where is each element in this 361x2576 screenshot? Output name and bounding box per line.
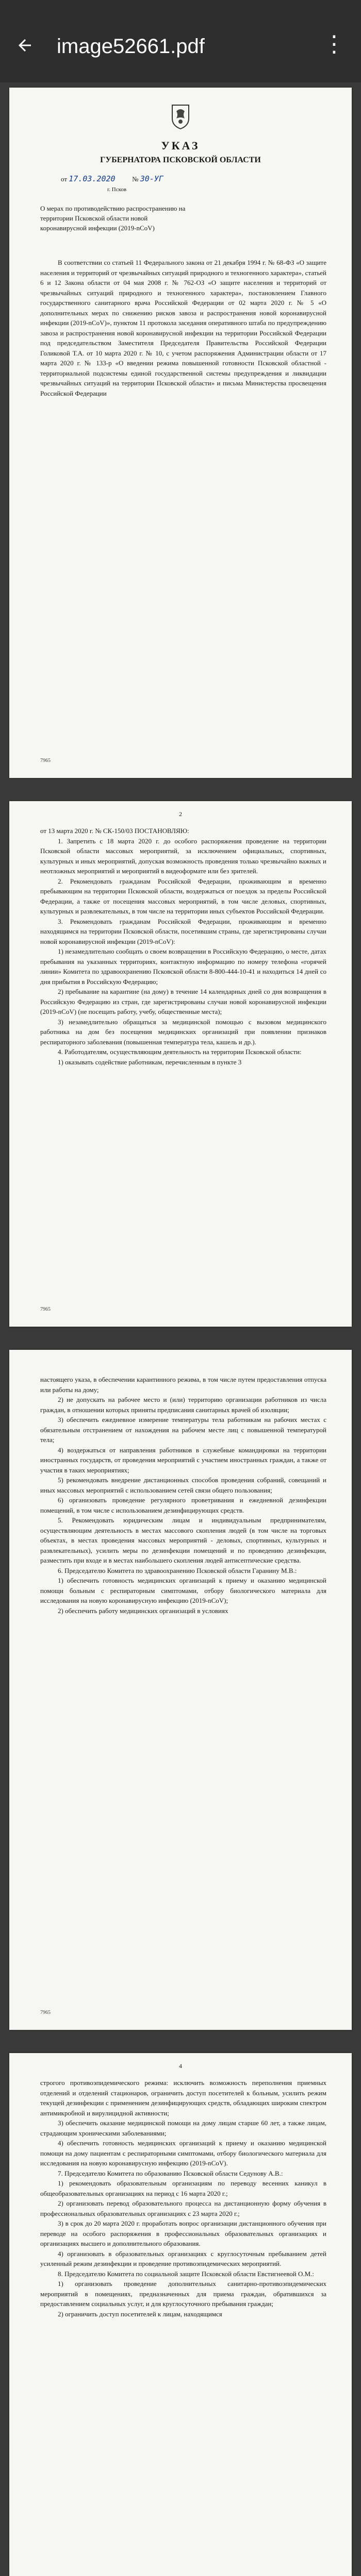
handwritten-number: 30-УГ — [140, 174, 163, 183]
paragraph: 3) обеспечить ежедневное измерение температуры тела работникам на рабочих местах с обязательным отстранением от нахождения на рабочем месте лиц с повышенной температурой тела; — [40, 1416, 326, 1444]
paragraph: 2) организовать перевод образовательного процесса на дистанционную форму обучения в профессиональных образовательных организациях с 23 марта 2020 г.; — [40, 2199, 326, 2217]
document-page-1 — [9, 88, 352, 778]
paragraph: 3. Рекомендовать гражданам Российской Федерации, проживающим и временно находящимся на территории Псковской области, посетившим страны, где зарегистрированы случаи новой коронавирусной инфекции (2019-nCoV): — [40, 917, 326, 945]
paragraph: от 13 марта 2020 г. № СК-150/03 ПОСТАНОВЛЯЮ: — [40, 827, 189, 835]
paragraph: 1) оказывать содействие работникам, перечисленным в пункте 3 — [58, 1058, 242, 1066]
page-3-body — [40, 1375, 326, 1616]
paragraph: 2) ограничить доступ посетителей к лицам, находящимся — [58, 2310, 222, 2318]
paragraph: 2) обеспечить работу медицинских организаций в условиях — [58, 1606, 228, 1615]
paragraph: 1) незамедлительно сообщать о своем возвращении в Российскую Федерацию, о месте, датах пребывания на указанных территориях, контактную информацию по номеру телефона «горячей линии» Комитета по здравоохранению Псковской области 8-800-444-10-41 и находиться 14 дней со дня прибытия в Российскую Федерацию; — [40, 947, 326, 986]
paragraph: 7. Председателю Комитета по образованию Псковской области Седунову А.В.: — [58, 2169, 283, 2177]
document-page-2 — [9, 801, 352, 1327]
decree-subject: О мерах по противодействию распространению на территории Псковской области новой коронавирусной инфекции (2019-nCoV) — [40, 205, 186, 232]
paragraph: 1) обеспечить готовность медицинских организаций к приему и оказанию медицинской помощи больным с респираторным симптомами, отбору биологического материала для исследования на новую коронавирусную инфекцию (2019-nCoV); — [40, 1577, 326, 1604]
paragraph: 4. Работодателям, осуществляющим деятельность на территории Псковской области: — [58, 1048, 302, 1056]
page-number: 2 — [179, 810, 182, 818]
issuer-heading: ГУБЕРНАТОРА ПСКОВСКОЙ ОБЛАСТИ — [100, 156, 261, 164]
paragraph: 2) пребывание на карантине (на дому) в течение 14 календарных дней со дня возвращения в Российскую Федерацию из стран, где зарегистрированы случаи новой коронавирусной инфекции (2019-nCoV) (не посещать работу, учебу, общественные места); — [40, 988, 326, 1015]
paragraph: В соответствии со статьей 11 Федерального закона от 21 декабря 1994 г. № 68-ФЗ «О защите населения и территорий от чрезвычайных ситуаций природного и техногенного характера», статьей 6 и 12 Закона области от 04 мая 2008 г. № 762-ОЗ «О защите населения и территорий от чрезвычайных ситуаций природного и техногенного характера», постановлением Главного государственного санитарного врача Российской Федерации от 02 марта 2020 г. № 5 «О дополнительных мерах по снижению рисков завоза и распространения новой коронавирусной инфекции (2019-nCoV)», пунктом 11 протокола заседания оперативного штаба по предупреждению завоза и распространения новой коронавирусной инфекции на территории Российской Федерации под председательством Заместителя Председателя Правительства Российской Федерации Голиковой Т.А. от 10 марта 2020 г. № 10, с учетом распоряжения Администрации области от 17 марта 2020 г. № 133-р «О введении режима повышенной готовности Псковской областной - территориальной подсистемы единой государственной системы предупреждения и ликвидации чрезвычайных ситуаций на территории Псковской области» и письма Министерства просвещения Российской Федерации — [40, 259, 326, 397]
paragraph: 1) организовать проведение дополнительных санитарно-противоэпидемических мероприятий в помещениях, предназначенных для приема граждан, обратившихся за предоставлением социальных услуг, и для круглосуточного пребывания граждан; — [40, 2280, 326, 2308]
page-number: 4 — [179, 2062, 182, 2070]
paragraph: 3) обеспечить оказание медицинской помощи на дому лицам старше 60 лет, а также лицам, страдающим хроническими заболеваниями; — [40, 2119, 326, 2137]
paragraph: 2. Рекомендовать гражданам Российской Федерации, проживающим и временно пребывающим на территории Псковской области, воздержаться от поездок за пределы Российской Федерации, а также от посещения массовых мероприятий, в том числе деловых, спортивных, культурных и развлекательных, в том числе на территории иных субъектов Российской Федерации. — [40, 877, 326, 915]
page-4-body — [40, 2078, 326, 2319]
page-1-body — [40, 258, 326, 398]
city-label: г. Псков — [107, 187, 127, 193]
paragraph: 4) организовать в образовательных организациях с круглосуточным пребыванием детей усиленный режим дезинфекции и проведение противоэпидемических мероприятий. — [40, 2249, 326, 2267]
document-type-heading: УКАЗ — [161, 139, 200, 152]
coat-of-arms-icon — [169, 103, 192, 130]
paragraph: 2) не допускать на рабочее место и (или) территорию организации работников из числа граждан, в отношении которых приняты предписания санитарных врачей об изоляции; — [40, 1396, 326, 1414]
number-prefix: № — [132, 175, 139, 183]
document-page-4 — [9, 2053, 352, 2576]
paragraph: настоящего указа, в обеспечении карантинного режима, в том числе путем предоставления отпуска или работы на дому; — [40, 1376, 326, 1394]
paragraph: 5) рекомендовать внедрение дистанционных способов проведения собраний, совещаний и иных массовых мероприятий с использованием сетей связи общего пользования; — [40, 1476, 326, 1494]
print-code: 7965 — [40, 2010, 51, 2015]
paragraph: 5. Рекомендовать юридическим лицам и индивидуальным предпринимателям, осуществляющим деятельность в местах массового скопления людей (в том числе на торговых объектах, в местах проведения массовых мероприятий - деловых, спортивных, культурных и развлекательных), усилить меры по дезинфекции помещений и по проведению дезинфекции, разместить при входе и в местах наибольшего скопления людей антисептические средства. — [40, 1516, 326, 1564]
document-page-3 — [9, 1350, 352, 2030]
paragraph: 4) обеспечить готовность медицинских организаций к приему и оказанию медицинской помощи на дому пациентам с респираторными симптомами, отбору биологического материала для исследования на новую коронавирусную инфекцию (2019-nCoV). — [40, 2139, 326, 2167]
app-toolbar — [0, 0, 361, 82]
paragraph: строгого противоэпидемического режима: исключить возможность переполнения приемных отделений и отделений стационаров, ограничить доступ посетителей к больным, усилить режим текущей дезинфекции с применением дезинфицирующих средств, обладающих широким спектром антимикробной и вирулицидной активности; — [40, 2079, 326, 2117]
handwritten-date: 17.03.2020 — [69, 174, 116, 183]
paragraph: 8. Председателю Комитета по социальной защите Псковской области Евстигнеевой О.М.: — [58, 2269, 315, 2278]
page-2-body — [40, 826, 326, 1067]
arrow-left-icon[interactable] — [15, 36, 34, 55]
paragraph: 4) воздержаться от направления работников в служебные командировки на территории иностранных государств, от проведения мероприятий с участием иностранных граждан, а также от участия в таких мероприятиях; — [40, 1446, 326, 1474]
paragraph: 3) незамедлительно обращаться за медицинской помощью с вызовом медицинского работника на дом без посещения медицинских организаций при появлении признаков респираторного заболевания (повышенная температура тела, кашель и др.). — [40, 1018, 326, 1046]
date-prefix: от — [61, 175, 68, 183]
paragraph: 1) рекомендовать образовательным организациям по переводу весенних каникул в общеобразовательных организациях на период с 16 марта 2020 г.; — [40, 2179, 326, 2197]
paragraph: 3) в срок до 20 марта 2020 г. проработать вопрос организации дистанционного обучения при переводе на особого распоряжения в профессиональных образовательных организациях и организациях высшего и дополнительного образования. — [40, 2219, 326, 2247]
paragraph: 6) организовать проведение регулярного проветривания и ежедневной дезинфекции помещений, в том числе с использованием дезинфицирующих средств. — [40, 1496, 326, 1514]
paragraph: 1. Запретить с 18 марта 2020 г. до особого распоряжения проведение на территории Псковской области массовых мероприятий, за исключением официальных, спортивных, культурных и иных мероприятий, допуская возможность проведения только чрезвычайно важных и неотложных мероприятий и мероприятий в видеоформате или без зрителей. — [40, 837, 326, 875]
date-number-line — [61, 174, 163, 183]
more-vertical-icon[interactable]: ⋮ — [323, 31, 346, 57]
document-title: image52661.pdf — [57, 35, 205, 58]
paragraph: 6. Председателю Комитета по здравоохранению Псковской области Гаранину М.В.: — [58, 1566, 297, 1574]
print-code: 7965 — [40, 758, 51, 764]
print-code: 7965 — [40, 1307, 51, 1312]
